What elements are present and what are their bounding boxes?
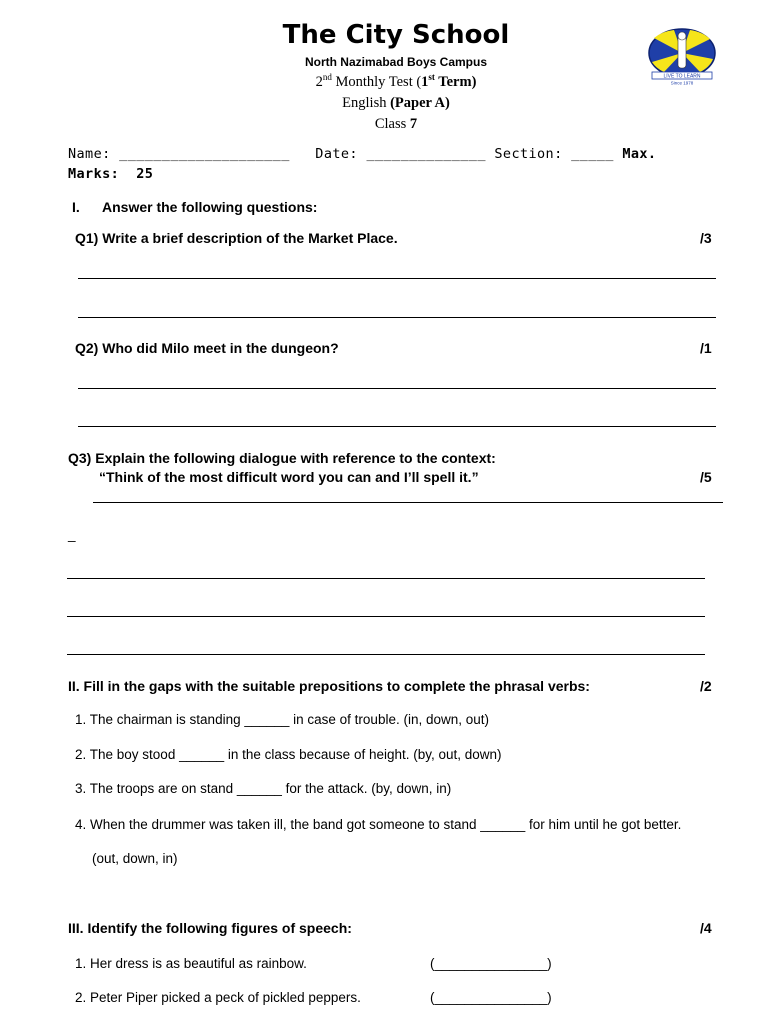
test-title: 2nd Monthly Test (1st Term)	[315, 72, 477, 90]
section2-heading: II. Fill in the gaps with the suitable prepositions to complete the phrasal verbs:	[68, 678, 590, 694]
answer-line[interactable]	[67, 578, 705, 579]
class-line: Class 7	[374, 116, 418, 132]
max-marks-line: Marks: 25	[68, 166, 154, 182]
school-title: The City School	[282, 20, 510, 50]
question-2-marks: /1	[700, 340, 712, 356]
list-item: 2. The boy stood ______ in the class because of height. (by, out, down)	[75, 747, 502, 762]
list-item: 3. The troops are on stand ______ for the attack. (by, down, in)	[75, 781, 452, 796]
stray-underscore: _	[68, 527, 76, 542]
answer-line[interactable]	[93, 502, 723, 503]
answer-line[interactable]	[67, 654, 705, 655]
question-1: Q1) Write a brief description of the Market Place.	[75, 230, 398, 246]
answer-line[interactable]	[78, 388, 716, 389]
list-item-options: (out, down, in)	[92, 851, 178, 866]
svg-text:LIVE TO LEARN: LIVE TO LEARN	[663, 73, 701, 80]
svg-text:Since 1978: Since 1978	[670, 80, 694, 86]
answer-line[interactable]	[67, 616, 705, 617]
answer-line[interactable]	[78, 426, 716, 427]
list-item: 4. When the drummer was taken ill, the band got someone to stand ______ for him until he got better.	[75, 817, 682, 832]
section2-marks: /2	[700, 678, 712, 694]
question-3-marks: /5	[700, 469, 712, 485]
list-item: 1. Her dress is as beautiful as rainbow.	[75, 956, 307, 971]
section3-marks: /4	[700, 920, 712, 936]
question-1-marks: /3	[700, 230, 712, 246]
list-item: 1. The chairman is standing ______ in case of trouble. (in, down, out)	[75, 712, 489, 727]
question-2: Q2) Who did Milo meet in the dungeon?	[75, 340, 339, 356]
answer-line[interactable]	[78, 317, 716, 318]
subject-line: English (Paper A)	[342, 95, 450, 111]
school-logo	[644, 26, 720, 86]
question-3: Q3) Explain the following dialogue with reference to the context:	[68, 450, 496, 466]
answer-blank[interactable]: (_______________)	[430, 956, 552, 971]
answer-blank[interactable]: (_______________)	[430, 990, 552, 1005]
student-info-line: Name: ____________________ Date: ______________ Section: _____ Max.	[68, 146, 657, 162]
section1-number: I.	[72, 199, 80, 215]
question-3-quote: “Think of the most difficult word you can and I’ll spell it.”	[99, 469, 479, 485]
section1-heading: Answer the following questions:	[102, 199, 318, 215]
answer-line[interactable]	[78, 278, 716, 279]
list-item: 2. Peter Piper picked a peck of pickled peppers.	[75, 990, 361, 1005]
section3-heading: III. Identify the following figures of speech:	[68, 920, 352, 936]
campus-name: North Nazimabad Boys Campus	[304, 55, 488, 69]
